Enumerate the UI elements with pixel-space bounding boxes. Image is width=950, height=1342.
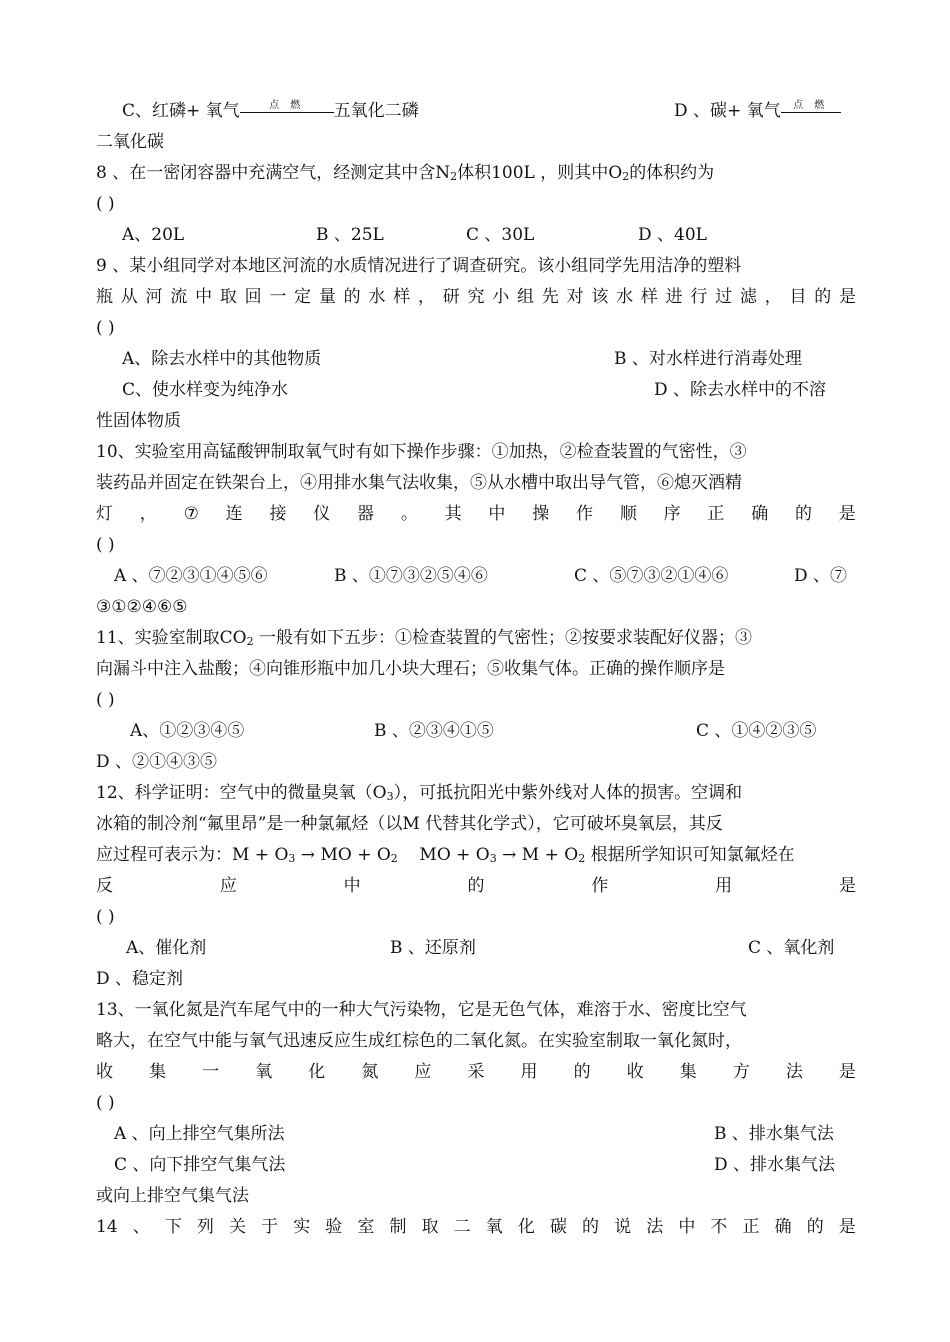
stem-char: 是	[838, 504, 856, 524]
stem-char: 作	[576, 504, 594, 524]
stem-char: 是	[838, 876, 856, 896]
stem-char: 一	[269, 287, 287, 307]
stem-char: 从	[120, 287, 138, 307]
q13-options-ab	[96, 1119, 856, 1150]
stem-char: 样	[393, 287, 411, 307]
q10-stem-line1: 10、实验室用高锰酸钾制取氧气时有如下操作步骤：①加热，②检查装置的气密性，③	[96, 442, 747, 462]
stem-char: 用	[715, 876, 733, 896]
q13-options-cd	[96, 1150, 856, 1181]
stem-char: 瓶	[96, 287, 113, 307]
stem-char: ，	[764, 287, 782, 307]
stem-char: 采	[467, 1062, 485, 1082]
stem-char: 实	[293, 1217, 311, 1237]
q11-option-b: B 、②③④①⑤	[374, 721, 494, 741]
stem-char: 确	[774, 1217, 792, 1237]
stem-char: 应	[219, 876, 237, 896]
q11-option-c: C 、①④②③⑤	[696, 721, 817, 741]
stem-char: ，	[417, 287, 435, 307]
stem-char: 目	[789, 287, 807, 307]
stem-char: 小	[492, 287, 510, 307]
q13-option-b: B 、排水集气法	[714, 1124, 834, 1144]
stem-char: 制	[389, 1217, 407, 1237]
stem-char: 确	[751, 504, 769, 524]
q10-option-a: A 、⑦②③①④⑤⑥	[114, 566, 268, 586]
stem-char: 14	[96, 1217, 118, 1237]
q13-stem-line3	[96, 1057, 856, 1088]
stem-char: 氧	[485, 1217, 503, 1237]
q9-option-b: B 、对水样进行消毒处理	[614, 349, 802, 369]
q9-answer-paren: ( )	[96, 318, 115, 338]
stem-char: 正	[707, 504, 725, 524]
q9-option-a: A、除去水样中的其他物质	[122, 349, 322, 369]
q11-options	[96, 716, 856, 747]
stem-char: 先	[541, 287, 559, 307]
stem-char: 的	[806, 1217, 824, 1237]
q8-option-a: A、20L	[122, 225, 185, 245]
stem-char: ，	[139, 504, 157, 524]
stem-char: 序	[663, 504, 681, 524]
q12-option-b: B 、还原剂	[390, 938, 476, 958]
q12-stem-line4	[96, 871, 856, 902]
stem-char: 的	[343, 287, 361, 307]
stem-char: 一	[202, 1062, 220, 1082]
stem-char: 法	[646, 1217, 664, 1237]
q12-answer-paren: ( )	[96, 907, 115, 927]
q9-options-cd	[96, 375, 856, 406]
stem-char: 其	[444, 504, 462, 524]
stem-char: 水	[616, 287, 634, 307]
stem-char: 正	[742, 1217, 760, 1237]
stem-char: 取	[219, 287, 237, 307]
stem-char: ⑦	[183, 504, 199, 524]
q7-option-d: D 、碳+ 氧气 点 燃	[674, 96, 841, 127]
stem-char: 。	[400, 504, 418, 524]
stem-char: 说	[614, 1217, 632, 1237]
q8-option-b: B 、25L	[316, 225, 384, 245]
stem-char: 取	[421, 1217, 439, 1237]
stem-char: 、	[132, 1217, 150, 1237]
q10-option-c: C 、⑤⑦③②①④⑥	[574, 566, 729, 586]
q8-options	[96, 220, 856, 251]
q13-wrap: 或向上排空气集气法	[96, 1186, 249, 1206]
stem-char: 室	[357, 1217, 375, 1237]
stem-char: 氧	[255, 1062, 273, 1082]
q11-answer-paren: ( )	[96, 690, 115, 710]
q8-stem: 8 、在一密闭容器中充满空气，经测定其中含$N_2$体积100L ，则其中$O_2$的体积约为	[96, 163, 715, 183]
stem-char: 顺	[619, 504, 637, 524]
q12-option-c: C 、氧化剂	[748, 938, 835, 958]
stem-char: 化	[308, 1062, 326, 1082]
q12-stem-line1: 12、科学证明：空气中的微量臭氧$(O_3)$，可抵抗阳光中紫外线对人体的损害。空调和	[96, 783, 743, 803]
stem-char: 定	[294, 287, 312, 307]
q12-stem-line2: 冰箱的制冷剂“氟里昂”是一种氯氟烃（以M 代替其化学式），它可破坏臭氧层，其反	[96, 814, 723, 834]
stem-char: 是	[838, 1062, 856, 1082]
stem-char: 组	[517, 287, 535, 307]
stem-char: 中	[343, 876, 361, 896]
stem-char: 接	[269, 504, 287, 524]
stem-char: 连	[225, 504, 243, 524]
q13-option-a: A 、向上排空气集所法	[114, 1124, 285, 1144]
stem-char: 对	[566, 287, 584, 307]
q11-option-a: A、①②③④⑤	[130, 721, 245, 741]
stem-char: 于	[261, 1217, 279, 1237]
q12-option-a: A、催化剂	[126, 938, 207, 958]
stem-char: 河	[145, 287, 163, 307]
stem-char: 的	[814, 287, 832, 307]
q10-options	[96, 561, 856, 592]
stem-char: 进	[665, 287, 683, 307]
stem-char: 行	[690, 287, 708, 307]
reaction-arrow: 点 燃	[240, 96, 334, 127]
stem-char: 的	[795, 504, 812, 524]
q13-stem-line2: 略大，在空气中能与氧气迅速反应生成红棕色的二氧化氮。在实验室制取一氧化氮时，	[96, 1031, 742, 1051]
stem-char: 收	[96, 1062, 113, 1082]
stem-char: 回	[244, 287, 262, 307]
stem-char: 过	[715, 287, 733, 307]
q10-stem-line2: 装药品并固定在铁架台上，④用排水集气法收集，⑤从水槽中取出导气管，⑥熄灭酒精	[96, 473, 742, 493]
reaction-arrow: 点 燃	[781, 96, 841, 127]
stem-char: 关	[229, 1217, 247, 1237]
q9-stem-line1: 9 、某小组同学对本地区河流的水质情况进行了调查研究。该小组同学先用洁净的塑料	[96, 256, 742, 276]
stem-char: 列	[196, 1217, 214, 1237]
stem-char: 下	[164, 1217, 182, 1237]
stem-char: 是	[838, 1217, 856, 1237]
stem-char: 方	[732, 1062, 750, 1082]
stem-char: 仪	[313, 504, 331, 524]
stem-char: 法	[785, 1062, 803, 1082]
q10-wrap: ③①②④⑥⑤	[96, 597, 188, 617]
stem-char: 的	[467, 876, 485, 896]
stem-char: 用	[520, 1062, 538, 1082]
q13-option-d: D 、排水集气法	[714, 1155, 836, 1175]
stem-char: 碳	[549, 1217, 567, 1237]
stem-char: 操	[532, 504, 550, 524]
stem-char: 化	[517, 1217, 535, 1237]
stem-char: 集	[149, 1062, 167, 1082]
stem-char: 收	[626, 1062, 644, 1082]
q13-stem-line1: 13、一氧化氮是汽车尾气中的一种大气污染物，它是无色气体，难溶于水、密度比空气	[96, 1000, 747, 1020]
stem-char: 中	[195, 287, 213, 307]
stem-char: 反	[96, 876, 113, 896]
q9-option-c: C、使水样变为纯净水	[122, 380, 289, 400]
stem-char: 应	[414, 1062, 432, 1082]
stem-char: 滤	[739, 287, 757, 307]
stem-char: 量	[318, 287, 336, 307]
q11-stem-line2: 向漏斗中注入盐酸；④向锥形瓶中加几小块大理石；⑤收集气体。正确的操作顺序是	[96, 659, 725, 679]
stem-char: 验	[325, 1217, 343, 1237]
q10-stem-line3	[96, 499, 856, 530]
q11-wrap: D 、②①④③⑤	[96, 752, 218, 772]
stem-char: 的	[582, 1217, 600, 1237]
q9-options-ab	[96, 344, 856, 375]
stem-char: 中	[678, 1217, 696, 1237]
stem-char: 中	[488, 504, 506, 524]
q7-options-cd	[96, 96, 856, 127]
stem-char: 研	[442, 287, 460, 307]
q11-stem-line1: 11、实验室制取$CO_2$ 一般有如下五步：①检查装置的气密性；②按要求装配好仪器；③	[96, 628, 752, 648]
stem-char: 器	[357, 504, 375, 524]
q9-option-d: D 、除去水样中的不溶	[654, 380, 827, 400]
q7-wrap: 二氧化碳	[96, 132, 164, 152]
q13-answer-paren: ( )	[96, 1093, 115, 1113]
stem-char: 不	[710, 1217, 728, 1237]
q8-option-c: C 、30L	[466, 225, 535, 245]
stem-char: 是	[838, 287, 856, 307]
q8-answer-paren: ( )	[96, 194, 115, 214]
stem-char: 灯	[96, 504, 113, 524]
stem-char: 样	[640, 287, 658, 307]
q14-stem-line1	[96, 1212, 856, 1243]
stem-char: 氮	[361, 1062, 379, 1082]
stem-char: 的	[573, 1062, 591, 1082]
q12-stem-line3: 应过程可表示为：$M + O_3$ → MO + $O_2$ MO + $O_3 \to M + O_2$ 根据所学知识可知氯氟烃在	[96, 845, 795, 865]
stem-char: 该	[591, 287, 609, 307]
stem-char: 集	[679, 1062, 697, 1082]
q7-option-c: C、红磷+ 氧气 点 燃 五氧化二磷	[122, 96, 419, 127]
q12-options	[96, 933, 856, 964]
q9-stem-line2	[96, 282, 856, 313]
q10-option-b: B 、①⑦③②⑤④⑥	[334, 566, 488, 586]
q13-option-c: C 、向下排空气集气法	[114, 1155, 286, 1175]
q9-wrap: 性固体物质	[96, 411, 181, 431]
stem-char: 作	[591, 876, 609, 896]
q10-answer-paren: ( )	[96, 535, 115, 555]
q8-option-d: D 、40L	[638, 225, 707, 245]
q12-wrap: D 、稳定剂	[96, 969, 184, 989]
q10-option-d: D 、⑦	[794, 566, 848, 586]
stem-char: 水	[368, 287, 386, 307]
stem-char: 究	[467, 287, 485, 307]
exam-page	[96, 96, 856, 1243]
stem-char: 流	[170, 287, 188, 307]
stem-char: 二	[453, 1217, 471, 1237]
